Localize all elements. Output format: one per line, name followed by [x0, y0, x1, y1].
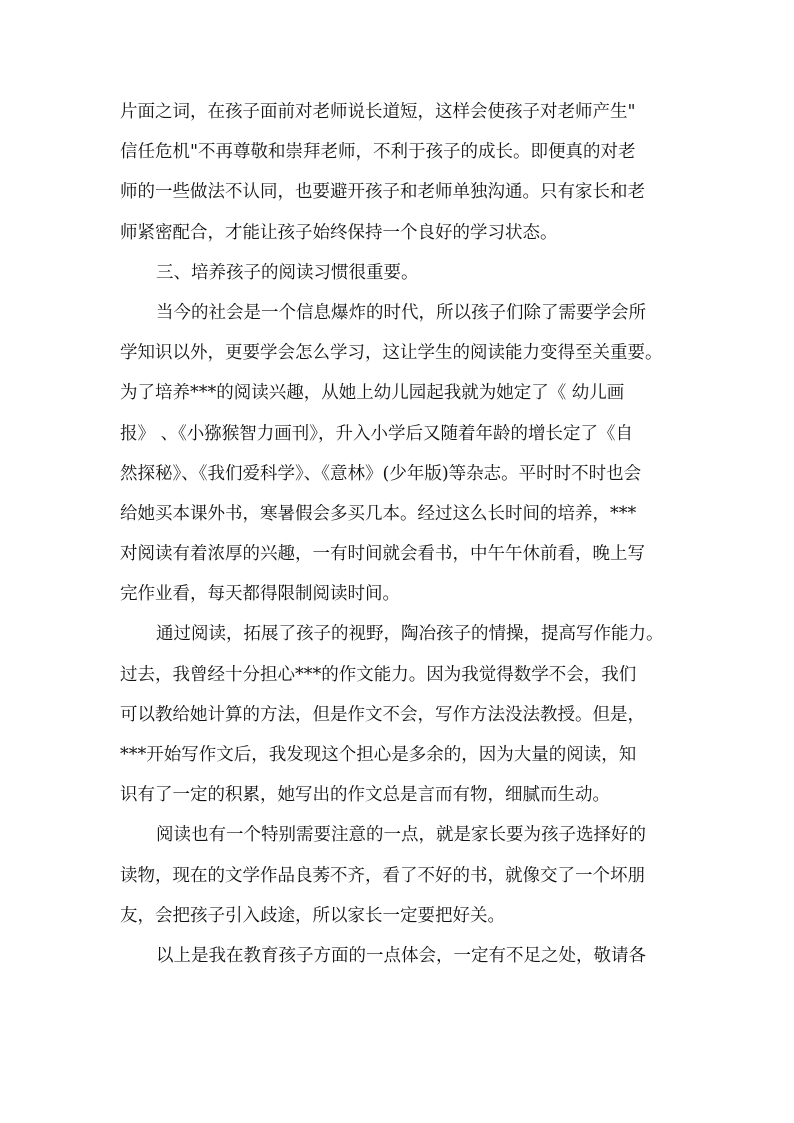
text-line: 给她买本课外书，寒暑假会多买几本。经过这么长时间的培养，*** [120, 503, 637, 524]
text-line: 可以教给她计算的方法，但是作文不会，写作方法没法教授。但是， [120, 704, 645, 725]
text-line: 过去，我曾经十分担心***的作文能力。因为我觉得数学不会，我们 [120, 664, 637, 685]
document-body [120, 92, 695, 976]
text-line: 友，会把孩子引入歧途，所以家长一定要把好关。 [120, 905, 505, 926]
text-line: 师紧密配合，才能让孩子始终保持一个良好的学习状态。 [120, 222, 558, 243]
text-line: 读物，现在的文学作品良莠不齐，看了不好的书，就像交了一个坏朋 [120, 865, 645, 886]
text-line: 为了培养***的阅读兴趣，从她上幼儿园起我就为她定了《 幼儿画 [120, 383, 625, 404]
text-line: 师的一些做法不认同，也要避开孩子和老师单独沟通。只有家长和老 [120, 182, 645, 203]
text-line: 信任危机"不再尊敬和崇拜老师，不利于孩子的成长。即便真的对老 [120, 142, 636, 163]
text-line: 完作业看，每天都得限制阅读时间。 [120, 584, 400, 605]
text-line: 识有了一定的积累，她写出的作文总是言而有物，细腻而生动。 [120, 785, 610, 806]
text-line: 阅读也有一个特别需要注意的一点，就是家长要为孩子选择好的 [156, 825, 646, 846]
text-line: 学知识以外，更要学会怎么学习，这让学生的阅读能力变得至关重要。 [120, 343, 663, 364]
text-line: 以上是我在教育孩子方面的一点体会，一定有不足之处，敬请各 [156, 945, 646, 966]
text-line: 然探秘》、《我们爱科学》、《意林》(少年版)等杂志。平时时不时也会 [120, 463, 642, 484]
text-line: 当今的社会是一个信息爆炸的时代，所以孩子们除了需要学会所 [156, 302, 646, 323]
text-line: 对阅读有着浓厚的兴趣，一有时间就会看书，中午午休前看，晚上写 [120, 544, 645, 565]
text-line: 通过阅读，拓展了孩子的视野，陶冶孩子的情操，提高写作能力。 [156, 624, 664, 645]
text-line: 片面之词，在孩子面前对老师说长道短，这样会使孩子对老师产生" [120, 102, 636, 122]
text-line: ***开始写作文后，我发现这个担心是多余的，因为大量的阅读，知 [120, 745, 637, 765]
text-line: 报》 、《小猕猴智力画刊》，升入小学后又随着年龄的增长定了《自 [120, 423, 634, 444]
section-heading: 三、培养孩子的阅读习惯很重要。 [156, 262, 419, 283]
